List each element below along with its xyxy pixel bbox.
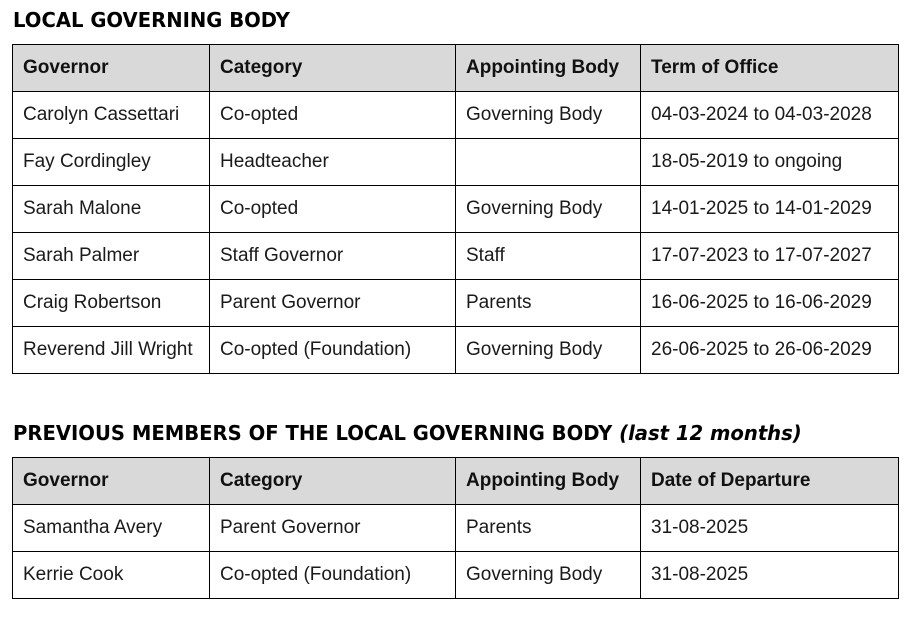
column-header-governor: Governor: [13, 458, 210, 505]
previous-governors-subtitle: (last 12 months): [619, 421, 802, 445]
previous-governors-table: [12, 457, 899, 599]
current-governors-table: [12, 44, 899, 374]
appointing-body-cell: Governing Body: [456, 327, 641, 374]
table-row: [13, 92, 899, 139]
column-header-category: Category: [210, 45, 456, 92]
appointing-body-cell: Parents: [456, 280, 641, 327]
table-row: [13, 505, 899, 552]
appointing-body-cell: Staff: [456, 233, 641, 280]
governor-cell: Fay Cordingley: [13, 139, 210, 186]
term-of-office-cell: 17-07-2023 to 17-07-2027: [641, 233, 899, 280]
term-of-office-cell: 04-03-2024 to 04-03-2028: [641, 92, 899, 139]
category-cell: Co-opted (Foundation): [210, 552, 456, 599]
governor-cell: Carolyn Cassettari: [13, 92, 210, 139]
table-row: [13, 327, 899, 374]
category-cell: Parent Governor: [210, 280, 456, 327]
governor-cell: Sarah Malone: [13, 186, 210, 233]
column-header-category: Category: [210, 458, 456, 505]
governor-cell: Reverend Jill Wright: [13, 327, 210, 374]
previous-governors-heading: [13, 421, 802, 445]
category-cell: Staff Governor: [210, 233, 456, 280]
governor-cell: Craig Robertson: [13, 280, 210, 327]
governor-cell: Kerrie Cook: [13, 552, 210, 599]
current-governors-title: LOCAL GOVERNING BODY: [13, 8, 290, 32]
governor-cell: Samantha Avery: [13, 505, 210, 552]
header-row: [13, 45, 899, 92]
appointing-body-cell: [456, 139, 641, 186]
category-cell: Co-opted: [210, 92, 456, 139]
header-row: [13, 458, 899, 505]
column-header-date-of-departure: Date of Departure: [641, 458, 899, 505]
category-cell: Co-opted: [210, 186, 456, 233]
category-cell: Headteacher: [210, 139, 456, 186]
category-cell: Co-opted (Foundation): [210, 327, 456, 374]
table-row: [13, 280, 899, 327]
term-of-office-cell: 18-05-2019 to ongoing: [641, 139, 899, 186]
column-header-appointing-body: Appointing Body: [456, 45, 641, 92]
previous-governors-title: PREVIOUS MEMBERS OF THE LOCAL GOVERNING BODY: [13, 421, 613, 445]
date-of-departure-cell: 31-08-2025: [641, 552, 899, 599]
column-header-term-of-office: Term of Office: [641, 45, 899, 92]
column-header-appointing-body: Appointing Body: [456, 458, 641, 505]
term-of-office-cell: 26-06-2025 to 26-06-2029: [641, 327, 899, 374]
table-row: [13, 139, 899, 186]
date-of-departure-cell: 31-08-2025: [641, 505, 899, 552]
table-row: [13, 233, 899, 280]
category-cell: Parent Governor: [210, 505, 456, 552]
table-row: [13, 186, 899, 233]
table-row: [13, 552, 899, 599]
term-of-office-cell: 14-01-2025 to 14-01-2029: [641, 186, 899, 233]
current-governors-heading: [13, 8, 290, 32]
appointing-body-cell: Governing Body: [456, 92, 641, 139]
appointing-body-cell: Governing Body: [456, 186, 641, 233]
column-header-governor: Governor: [13, 45, 210, 92]
term-of-office-cell: 16-06-2025 to 16-06-2029: [641, 280, 899, 327]
appointing-body-cell: Governing Body: [456, 552, 641, 599]
appointing-body-cell: Parents: [456, 505, 641, 552]
governor-cell: Sarah Palmer: [13, 233, 210, 280]
